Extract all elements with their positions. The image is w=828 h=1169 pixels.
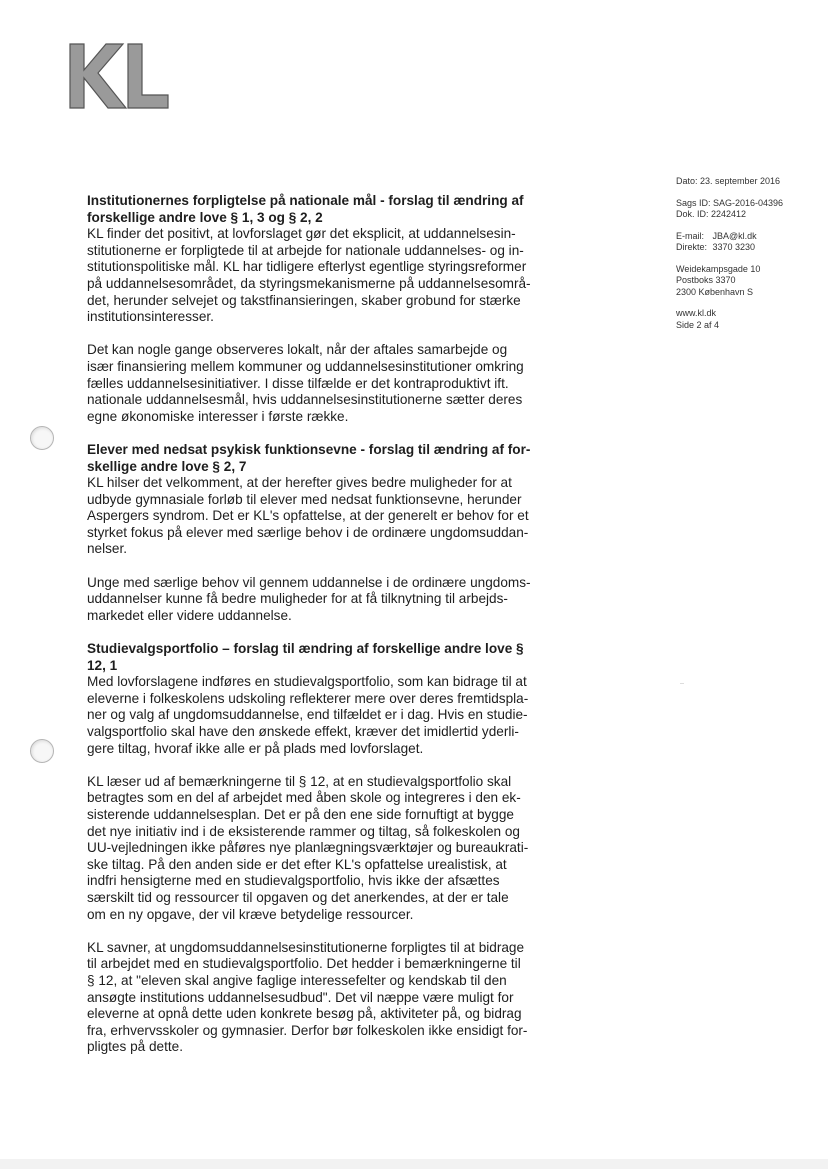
section-heading-line: forskellige andre love § 1, 3 og § 2, 2 [87, 209, 323, 225]
page-number: Side 2 af 4 [676, 319, 720, 330]
paragraph [87, 674, 565, 757]
scan-speck [680, 683, 684, 684]
address-line: Postboks 3370 [676, 275, 736, 285]
section [87, 641, 565, 1056]
paragraph-line: Det kan nogle gange observeres lokalt, når der aftales samarbejde og [87, 342, 508, 358]
paragraph-line: nelser. [87, 541, 128, 557]
paragraph-gap [87, 923, 565, 940]
date-line: Dato: 23. september 2016 [676, 176, 781, 186]
paragraph-line: § 12, at "eleven skal angive faglige interessefelter og kendskab til den [87, 972, 507, 988]
paragraph-line: det nye initiativ ind i de eksisterende rammer og tiltag, så folkeskolen og [87, 823, 520, 839]
paragraph-line: KL savner, at ungdomsuddannelsesinstitutionerne forpligtes til at bidrage [87, 939, 525, 955]
paragraph-line: betragtes som en del af arbejdet med åben skole og integreres i den ek- [87, 790, 521, 806]
metadata-sidebar [676, 176, 816, 341]
section-gap [87, 624, 565, 641]
paragraph-line: Aspergers syndrom. Det er KL's opfattelse, at der generelt er behov for et [87, 508, 529, 524]
sags-id: Sags ID: SAG-2016-04396 [676, 197, 784, 208]
paragraph [87, 575, 565, 625]
paragraph-line: KL læser ud af bemærkningerne til § 12, at en studievalgsportfolio skal [87, 773, 512, 789]
paragraph-gap [87, 326, 565, 343]
direkte-value: 3370 3230 [712, 242, 756, 252]
paragraph-line: sisterende uddannelsesplan. Det er på den ene side fornuftigt at bygge [87, 806, 514, 822]
paragraph-gap [87, 558, 565, 575]
paragraph-line: KL hilser det velkomment, at der herefter gives bedre muligheder for at [87, 475, 512, 491]
paragraph-line: til arbejdet med en studievalgsportfolio. Det hedder i bemærkningerne til [87, 956, 521, 972]
section [87, 442, 565, 625]
address-line: Weidekampsgade 10 [676, 263, 761, 274]
paragraph-line: Med lovforslagene indføres en studievalgsportfolio, som kan bidrage til at [87, 674, 527, 690]
paragraph-line: på uddannelsesområdet, da styringsmekanismerne på uddannelsesområ- [87, 275, 531, 291]
paragraph-line: nationale uddannelsesmål, hvis uddannelsesinstitutionerne sætter deres [87, 392, 523, 408]
section-heading-line: Institutionernes forpligtelse på nationale mål - forslag til ændring af [87, 193, 524, 208]
dok-id: Dok. ID: 2242412 [676, 209, 747, 219]
direkte-row [676, 242, 816, 254]
punch-hole [30, 426, 54, 450]
paragraph-line: UU-vejledningen ikke påføres nye planlægningsværktøjer og bureaukrati- [87, 840, 529, 856]
kl-logo [68, 42, 170, 110]
paragraph-line: pligtes på dette. [87, 1039, 183, 1055]
direkte-label: Direkte: [676, 242, 708, 252]
email-label: E-mail: [676, 230, 705, 241]
section-heading-line: 12, 1 [87, 657, 118, 673]
contact-group [676, 231, 816, 254]
paragraph-line: Unge med særlige behov vil gennem uddannelse i de ordinære ungdoms- [87, 574, 531, 590]
section-heading-line: Studievalgsportfolio – forslag til ændring af forskellige andre love § [87, 641, 524, 657]
paragraph-line: især finansiering mellem kommuner og uddannelsesinstitutioner omkring [87, 358, 524, 374]
paragraph-line: ansøgte institutions uddannelsesudbud". Det vil næppe være muligt for [87, 989, 514, 1005]
email-value[interactable]: JBA@kl.dk [712, 230, 757, 241]
paragraph [87, 475, 565, 558]
paragraph-line: styrket fokus på elever med særlige behov i de ordinære ungdomsuddan- [87, 524, 529, 540]
paragraph [87, 940, 565, 1056]
paragraph-line: fælles uddannelsesinitiativer. I disse tilfælde er det kontraproduktivt ift. [87, 375, 509, 391]
paragraph-line: stitutionerne er forpligtede til at arbejde for nationale uddannelses- og in- [87, 242, 524, 258]
section [87, 193, 565, 425]
scan-edge [0, 1159, 828, 1169]
address-group [676, 264, 816, 299]
document-body [87, 193, 565, 1056]
paragraph-line: eleverne at opnå dette uden konkrete besøg på, aktiviteter på, og bidrag [87, 1006, 522, 1022]
paragraph-gap [87, 757, 565, 774]
id-group [676, 198, 816, 221]
paragraph-line: stitutionspolitiske mål. KL har tidligere efterlyst egentlige styringsreformer [87, 259, 527, 275]
address-line: 2300 København S [676, 286, 754, 297]
paragraph-line: uddannelser kunne få bedre muligheder for at få tilknytning til arbejds- [87, 591, 508, 607]
web-group [676, 308, 816, 331]
paragraph-line: eleverne i folkeskolens udskoling reflekterer mere over deres fremtidspla- [87, 690, 529, 706]
paragraph-line: gere tiltag, hvoraf ikke alle er på plads med lovforslaget. [87, 740, 424, 756]
paragraph-line: KL finder det positivt, at lovforslaget gør det eksplicit, at uddannelsesin- [87, 226, 516, 242]
paragraph-line: valgsportfolio skal have den ønskede effekt, kræver det imidlertid yderli- [87, 724, 519, 739]
paragraph [87, 226, 565, 326]
punch-hole [30, 739, 54, 763]
paragraph [87, 774, 565, 923]
paragraph-line: det, herunder selvejet og takstfinansieringen, skaber grobund for stærke [87, 292, 521, 308]
paragraph-line: ske tiltag. På den anden side er det efter KL's opfattelse urealistisk, at [87, 856, 507, 872]
paragraph-line: fra, erhvervsskoler og gymnasier. Derfor bør folkeskolen ikke ensidigt for- [87, 1022, 528, 1038]
date-group [676, 176, 816, 188]
paragraph-line: udbyde gymnasiale forløb til elever med nedsat funktionsevne, herunder [87, 491, 522, 507]
paragraph [87, 342, 565, 425]
section-heading-line: skellige andre love § 2, 7 [87, 458, 247, 474]
paragraph-line: særskilt tid og ressourcer til opgaven og det anerkendes, at der er tale [87, 889, 509, 905]
web-link[interactable]: www.kl.dk [676, 308, 717, 318]
paragraph-line: om en ny opgave, der vil kræve betydelige ressourcer. [87, 906, 414, 922]
paragraph-line: markedet eller videre uddannelse. [87, 607, 292, 623]
paragraph-line: indfri hensigterne med en studievalgsportfolio, hvis ikke der afsættes [87, 873, 500, 889]
section-heading-line: Elever med nedsat psykisk funktionsevne - forslag til ændring af for- [87, 441, 531, 457]
paragraph-line: egne økonomiske interesser i første række. [87, 408, 349, 424]
paragraph-line: institutionsinteresser. [87, 309, 214, 325]
paragraph-line: ner og valg af ungdomsuddannelse, end tilfældet er i dag. Hvis en studie- [87, 707, 528, 723]
email-row [676, 231, 816, 243]
section-gap [87, 425, 565, 442]
